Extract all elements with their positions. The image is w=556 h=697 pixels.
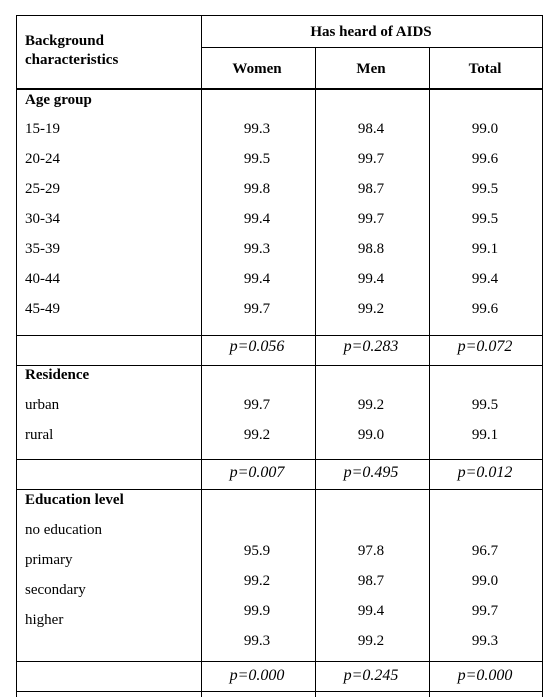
- header-bottom-rule: [17, 88, 542, 90]
- row-label: 40-44: [25, 271, 60, 287]
- section-title-age: Age group: [25, 92, 92, 108]
- row-label: 15-19: [25, 121, 60, 137]
- residence-p-bottom-rule: [17, 489, 542, 490]
- header-men: Men: [356, 61, 386, 77]
- header-total: Total: [468, 61, 502, 77]
- residence-p-total: p=0.012: [457, 464, 513, 481]
- education-p-top-rule: [17, 661, 542, 662]
- cell-total: 99.7: [471, 603, 499, 619]
- education-p-men: p=0.245: [343, 667, 399, 684]
- cell-men: 99.0: [357, 427, 385, 443]
- table-bottom-rule: [17, 691, 542, 692]
- cell-total: 99.1: [471, 241, 499, 257]
- cell-total: 99.5: [471, 181, 499, 197]
- cell-men: 98.7: [357, 181, 385, 197]
- age-p-women: p=0.056: [229, 338, 285, 355]
- cell-men: 99.2: [357, 397, 385, 413]
- cell-women: 99.5: [243, 151, 271, 167]
- cell-women: 99.3: [243, 241, 271, 257]
- cell-men: 99.2: [357, 633, 385, 649]
- cell-total: 99.1: [471, 427, 499, 443]
- cell-women: 99.7: [243, 301, 271, 317]
- column-divider-2: [315, 47, 316, 697]
- header-group-title: Has heard of AIDS: [310, 24, 432, 40]
- cell-men: 99.7: [357, 211, 385, 227]
- row-label: 25-29: [25, 181, 60, 197]
- education-p-total: p=0.000: [457, 667, 513, 684]
- cell-men: 99.4: [357, 271, 385, 287]
- residence-p-women: p=0.007: [229, 464, 285, 481]
- education-p-women: p=0.000: [229, 667, 285, 684]
- group-header-rule: [201, 47, 542, 48]
- cell-total: 99.0: [471, 573, 499, 589]
- cell-total: 99.6: [471, 151, 499, 167]
- cell-men: 99.4: [357, 603, 385, 619]
- table-top-border: [17, 15, 542, 16]
- cell-women: 99.3: [243, 633, 271, 649]
- header-women: Women: [232, 61, 282, 77]
- cell-men: 99.7: [357, 151, 385, 167]
- age-p-bottom-rule: [17, 365, 542, 366]
- cell-women: 99.7: [243, 397, 271, 413]
- column-divider-1: [201, 15, 202, 697]
- cell-women: 95.9: [243, 543, 271, 559]
- cell-men: 97.8: [357, 543, 385, 559]
- row-label: no education: [25, 522, 103, 538]
- header-background-line2: characteristics: [25, 52, 119, 68]
- cell-men: 98.7: [357, 573, 385, 589]
- cell-total: 99.3: [471, 633, 499, 649]
- age-p-men: p=0.283: [343, 338, 399, 355]
- cell-women: 99.4: [243, 211, 271, 227]
- cell-total: 96.7: [471, 543, 499, 559]
- cell-women: 99.8: [243, 181, 271, 197]
- row-label: urban: [25, 397, 60, 413]
- cell-total: 99.4: [471, 271, 499, 287]
- cell-women: 99.2: [243, 573, 271, 589]
- cell-women: 99.9: [243, 603, 271, 619]
- cell-total: 99.5: [471, 211, 499, 227]
- cell-total: 99.6: [471, 301, 499, 317]
- cell-total: 99.0: [471, 121, 499, 137]
- section-title-education: Education level: [25, 492, 124, 508]
- aids-awareness-table: [16, 15, 543, 697]
- cell-men: 99.2: [357, 301, 385, 317]
- row-label: secondary: [25, 582, 86, 598]
- cell-men: 98.4: [357, 121, 385, 137]
- cell-men: 98.8: [357, 241, 385, 257]
- cell-women: 99.3: [243, 121, 271, 137]
- row-label: 20-24: [25, 151, 60, 167]
- row-label: primary: [25, 552, 73, 568]
- row-label: 45-49: [25, 301, 60, 317]
- cell-total: 99.5: [471, 397, 499, 413]
- cell-women: 99.2: [243, 427, 271, 443]
- row-label: 30-34: [25, 211, 60, 227]
- age-p-total: p=0.072: [457, 338, 513, 355]
- residence-p-men: p=0.495: [343, 464, 399, 481]
- age-p-top-rule: [17, 335, 542, 336]
- row-label: higher: [25, 612, 64, 628]
- residence-p-top-rule: [17, 459, 542, 460]
- header-background-line1: Background: [25, 33, 104, 49]
- row-label: 35-39: [25, 241, 60, 257]
- column-divider-3: [429, 47, 430, 697]
- row-label: rural: [25, 427, 54, 443]
- cell-women: 99.4: [243, 271, 271, 287]
- section-title-residence: Residence: [25, 367, 90, 383]
